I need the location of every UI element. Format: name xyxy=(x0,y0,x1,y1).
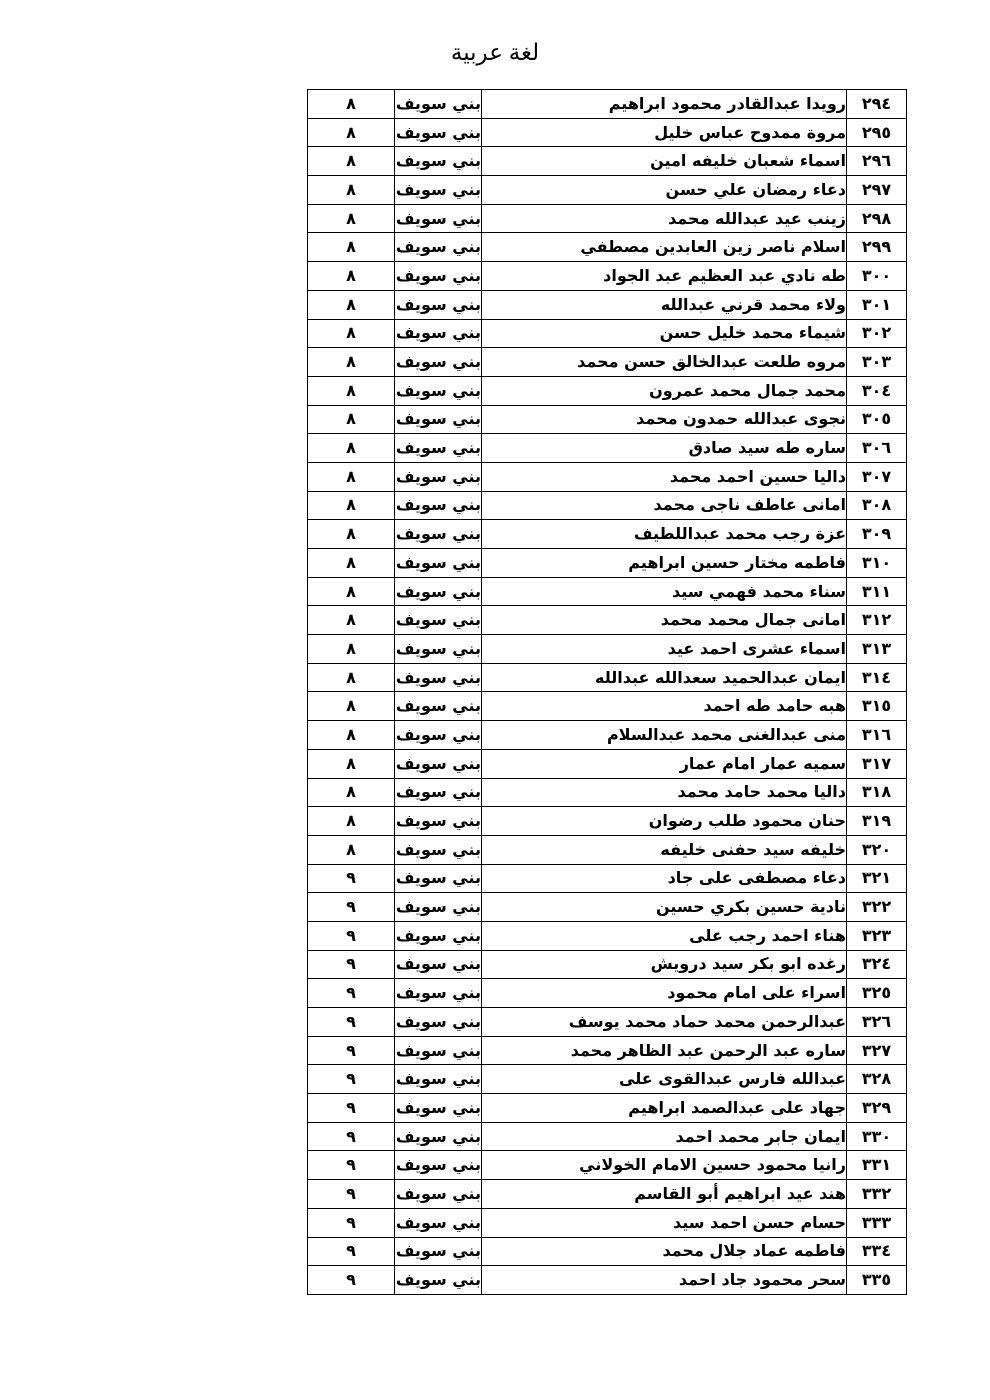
row-number: ٢٩٤ xyxy=(847,90,907,119)
row-city: بني سويف xyxy=(395,635,482,664)
row-number: ٣٢٦ xyxy=(847,1008,907,1037)
row-city: بني سويف xyxy=(395,290,482,319)
row-number: ٣١٦ xyxy=(847,721,907,750)
table-row xyxy=(308,549,907,578)
row-city: بني سويف xyxy=(395,434,482,463)
row-name: دعاء مصطفى على جاد xyxy=(482,864,847,893)
row-name: فاطمه عماد جلال محمد xyxy=(482,1237,847,1266)
row-group: ٩ xyxy=(308,1094,395,1123)
row-group: ٩ xyxy=(308,1208,395,1237)
row-city: بني سويف xyxy=(395,1237,482,1266)
row-name: امانى جمال محمد محمد xyxy=(482,606,847,635)
row-group: ٩ xyxy=(308,979,395,1008)
row-city: بني سويف xyxy=(395,1008,482,1037)
row-city: بني سويف xyxy=(395,606,482,635)
row-city: بني سويف xyxy=(395,520,482,549)
row-name: هناء احمد رجب على xyxy=(482,921,847,950)
table-row xyxy=(308,1151,907,1180)
row-number: ٣٣١ xyxy=(847,1151,907,1180)
table-row xyxy=(308,118,907,147)
row-number: ٢٩٧ xyxy=(847,176,907,205)
row-group: ٨ xyxy=(308,405,395,434)
row-group: ٩ xyxy=(308,1122,395,1151)
page-title: لغة عربية xyxy=(450,40,540,65)
table-row xyxy=(308,491,907,520)
row-number: ٣٢٠ xyxy=(847,835,907,864)
row-group: ٩ xyxy=(308,921,395,950)
row-name: اسماء عشرى احمد عيد xyxy=(482,635,847,664)
row-name: اسماء شعبان خليفه امين xyxy=(482,147,847,176)
row-group: ٨ xyxy=(308,376,395,405)
row-name: رويدا عبدالقادر محمود ابراهيم xyxy=(482,90,847,119)
row-number: ٣٠٥ xyxy=(847,405,907,434)
row-name: امانى عاطف ناجى محمد xyxy=(482,491,847,520)
row-city: بني سويف xyxy=(395,1036,482,1065)
row-number: ٣٣٢ xyxy=(847,1180,907,1209)
row-number: ٣٠٣ xyxy=(847,348,907,377)
row-city: بني سويف xyxy=(395,778,482,807)
table-row xyxy=(308,1180,907,1209)
row-name: حنان محمود طلب رضوان xyxy=(482,807,847,836)
row-group: ٨ xyxy=(308,348,395,377)
row-group: ٨ xyxy=(308,778,395,807)
row-number: ٣٣٤ xyxy=(847,1237,907,1266)
row-name: ايمان جابر محمد احمد xyxy=(482,1122,847,1151)
table-row xyxy=(308,1237,907,1266)
row-group: ٨ xyxy=(308,721,395,750)
row-group: ٨ xyxy=(308,835,395,864)
row-city: بني سويف xyxy=(395,348,482,377)
table-row xyxy=(308,692,907,721)
row-group: ٩ xyxy=(308,864,395,893)
row-name: داليا محمد حامد محمد xyxy=(482,778,847,807)
row-number: ٣٢٤ xyxy=(847,950,907,979)
row-city: بني سويف xyxy=(395,893,482,922)
table-row xyxy=(308,921,907,950)
row-name: حسام حسن احمد سيد xyxy=(482,1208,847,1237)
row-city: بني سويف xyxy=(395,1122,482,1151)
row-group: ٩ xyxy=(308,1266,395,1295)
row-city: بني سويف xyxy=(395,663,482,692)
row-name: عبدالرحمن محمد حماد محمد يوسف xyxy=(482,1008,847,1037)
table-row xyxy=(308,290,907,319)
table-row xyxy=(308,520,907,549)
row-name: ايمان عبدالحميد سعدالله عبدالله xyxy=(482,663,847,692)
row-city: بني سويف xyxy=(395,549,482,578)
row-city: بني سويف xyxy=(395,376,482,405)
row-number: ٣١٥ xyxy=(847,692,907,721)
row-name: ساره عبد الرحمن عبد الظاهر محمد xyxy=(482,1036,847,1065)
table-row xyxy=(308,1266,907,1295)
row-number: ٣١٤ xyxy=(847,663,907,692)
row-name: ساره طه سيد صادق xyxy=(482,434,847,463)
row-group: ٨ xyxy=(308,491,395,520)
row-city: بني سويف xyxy=(395,1151,482,1180)
row-name: محمد جمال محمد عمرون xyxy=(482,376,847,405)
row-name: رغده ابو بكر سيد درويش xyxy=(482,950,847,979)
row-city: بني سويف xyxy=(395,1065,482,1094)
row-number: ٣١١ xyxy=(847,577,907,606)
row-city: بني سويف xyxy=(395,147,482,176)
row-city: بني سويف xyxy=(395,1266,482,1295)
row-group: ٨ xyxy=(308,434,395,463)
row-name: خليفه سيد حفنى خليفه xyxy=(482,835,847,864)
row-name: ولاء محمد قرني عبدالله xyxy=(482,290,847,319)
table-body xyxy=(308,90,907,1295)
table-row xyxy=(308,90,907,119)
table-row xyxy=(308,807,907,836)
row-number: ٣٢٢ xyxy=(847,893,907,922)
table-row xyxy=(308,1065,907,1094)
table-row xyxy=(308,1008,907,1037)
row-group: ٨ xyxy=(308,663,395,692)
row-group: ٩ xyxy=(308,1008,395,1037)
row-number: ٣١٧ xyxy=(847,749,907,778)
row-number: ٣٠٠ xyxy=(847,262,907,291)
table-row xyxy=(308,1036,907,1065)
table-row xyxy=(308,1094,907,1123)
row-city: بني سويف xyxy=(395,721,482,750)
row-number: ٣١٢ xyxy=(847,606,907,635)
row-name: دعاء رمضان علي حسن xyxy=(482,176,847,205)
row-city: بني سويف xyxy=(395,749,482,778)
row-number: ٢٩٦ xyxy=(847,147,907,176)
row-number: ٣٠٧ xyxy=(847,462,907,491)
row-number: ٣٠١ xyxy=(847,290,907,319)
table-row xyxy=(308,721,907,750)
row-city: بني سويف xyxy=(395,692,482,721)
table-row xyxy=(308,262,907,291)
row-group: ٩ xyxy=(308,1036,395,1065)
table-row xyxy=(308,749,907,778)
row-group: ٨ xyxy=(308,90,395,119)
row-group: ٨ xyxy=(308,807,395,836)
row-group: ٩ xyxy=(308,1180,395,1209)
row-group: ٨ xyxy=(308,176,395,205)
row-number: ٣٢٨ xyxy=(847,1065,907,1094)
row-number: ٣٣٣ xyxy=(847,1208,907,1237)
row-city: بني سويف xyxy=(395,176,482,205)
row-city: بني سويف xyxy=(395,491,482,520)
table-row xyxy=(308,462,907,491)
row-city: بني سويف xyxy=(395,405,482,434)
row-group: ٨ xyxy=(308,233,395,262)
row-number: ٣١٨ xyxy=(847,778,907,807)
row-name: اسلام ناصر زين العابدين مصطفي xyxy=(482,233,847,262)
row-name: جهاد على عبدالصمد ابراهيم xyxy=(482,1094,847,1123)
row-city: بني سويف xyxy=(395,118,482,147)
row-city: بني سويف xyxy=(395,1094,482,1123)
row-group: ٨ xyxy=(308,692,395,721)
row-city: بني سويف xyxy=(395,807,482,836)
row-name: سناء محمد فهمي سيد xyxy=(482,577,847,606)
table-row xyxy=(308,376,907,405)
row-number: ٣١٣ xyxy=(847,635,907,664)
row-number: ٣٠٩ xyxy=(847,520,907,549)
row-city: بني سويف xyxy=(395,864,482,893)
row-group: ٨ xyxy=(308,606,395,635)
row-number: ٣٢٧ xyxy=(847,1036,907,1065)
row-name: مروه طلعت عبدالخالق حسن محمد xyxy=(482,348,847,377)
row-city: بني سويف xyxy=(395,319,482,348)
row-number: ٢٩٨ xyxy=(847,204,907,233)
table-row xyxy=(308,835,907,864)
row-city: بني سويف xyxy=(395,577,482,606)
row-number: ٢٩٩ xyxy=(847,233,907,262)
row-name: نجوى عبدالله حمدون محمد xyxy=(482,405,847,434)
row-city: بني سويف xyxy=(395,1180,482,1209)
row-name: سحر محمود جاد احمد xyxy=(482,1266,847,1295)
row-city: بني سويف xyxy=(395,835,482,864)
names-table xyxy=(307,89,907,1295)
row-group: ٨ xyxy=(308,577,395,606)
row-name: داليا حسين احمد محمد xyxy=(482,462,847,491)
row-name: هبه حامد طه احمد xyxy=(482,692,847,721)
row-name: زينب عيد عبدالله محمد xyxy=(482,204,847,233)
row-city: بني سويف xyxy=(395,1208,482,1237)
row-number: ٣٢٣ xyxy=(847,921,907,950)
row-name: فاطمه مختار حسين ابراهيم xyxy=(482,549,847,578)
row-number: ٣٣٥ xyxy=(847,1266,907,1295)
table-row xyxy=(308,434,907,463)
row-name: نادية حسين بكري حسين xyxy=(482,893,847,922)
row-name: عبدالله فارس عبدالقوى على xyxy=(482,1065,847,1094)
table-row xyxy=(308,893,907,922)
row-number: ٣٢١ xyxy=(847,864,907,893)
table-row xyxy=(308,204,907,233)
row-number: ٣٠٦ xyxy=(847,434,907,463)
table-row xyxy=(308,319,907,348)
row-name: شيماء محمد خليل حسن xyxy=(482,319,847,348)
row-group: ٨ xyxy=(308,204,395,233)
table-row xyxy=(308,635,907,664)
row-group: ٨ xyxy=(308,319,395,348)
row-name: عزة رجب محمد عبداللطيف xyxy=(482,520,847,549)
row-group: ٨ xyxy=(308,749,395,778)
row-name: رانيا محمود حسين الامام الخولاني xyxy=(482,1151,847,1180)
row-name: اسراء على امام محمود xyxy=(482,979,847,1008)
row-group: ٨ xyxy=(308,462,395,491)
table-row xyxy=(308,864,907,893)
table-row xyxy=(308,405,907,434)
row-number: ٣٠٤ xyxy=(847,376,907,405)
table-row xyxy=(308,577,907,606)
row-city: بني سويف xyxy=(395,979,482,1008)
row-city: بني سويف xyxy=(395,204,482,233)
table-row xyxy=(308,778,907,807)
row-city: بني سويف xyxy=(395,950,482,979)
row-number: ٢٩٥ xyxy=(847,118,907,147)
table-row xyxy=(308,1122,907,1151)
row-group: ٩ xyxy=(308,1151,395,1180)
table-row xyxy=(308,147,907,176)
row-number: ٣٠٢ xyxy=(847,319,907,348)
row-group: ٨ xyxy=(308,290,395,319)
row-name: مروة ممدوح عباس خليل xyxy=(482,118,847,147)
row-group: ٨ xyxy=(308,635,395,664)
row-city: بني سويف xyxy=(395,90,482,119)
row-group: ٨ xyxy=(308,262,395,291)
row-group: ٨ xyxy=(308,520,395,549)
row-group: ٩ xyxy=(308,950,395,979)
row-city: بني سويف xyxy=(395,233,482,262)
row-number: ٣١٠ xyxy=(847,549,907,578)
row-city: بني سويف xyxy=(395,462,482,491)
table-row xyxy=(308,233,907,262)
row-number: ٣٢٩ xyxy=(847,1094,907,1123)
table-row xyxy=(308,606,907,635)
table-row xyxy=(308,348,907,377)
row-number: ٣٠٨ xyxy=(847,491,907,520)
row-number: ٣٢٥ xyxy=(847,979,907,1008)
row-group: ٩ xyxy=(308,1065,395,1094)
table-row xyxy=(308,663,907,692)
row-name: سميه عمار امام عمار xyxy=(482,749,847,778)
table-row xyxy=(308,950,907,979)
row-city: بني سويف xyxy=(395,921,482,950)
row-name: هند عيد ابراهيم أبو القاسم xyxy=(482,1180,847,1209)
table-row xyxy=(308,979,907,1008)
row-number: ٣١٩ xyxy=(847,807,907,836)
row-group: ٨ xyxy=(308,147,395,176)
row-number: ٣٣٠ xyxy=(847,1122,907,1151)
row-group: ٩ xyxy=(308,893,395,922)
row-group: ٩ xyxy=(308,1237,395,1266)
row-group: ٨ xyxy=(308,549,395,578)
row-city: بني سويف xyxy=(395,262,482,291)
table-row xyxy=(308,1208,907,1237)
row-group: ٨ xyxy=(308,118,395,147)
table-row xyxy=(308,176,907,205)
row-name: طه نادي عبد العظيم عبد الجواد xyxy=(482,262,847,291)
row-name: منى عبدالغنى محمد عبدالسلام xyxy=(482,721,847,750)
